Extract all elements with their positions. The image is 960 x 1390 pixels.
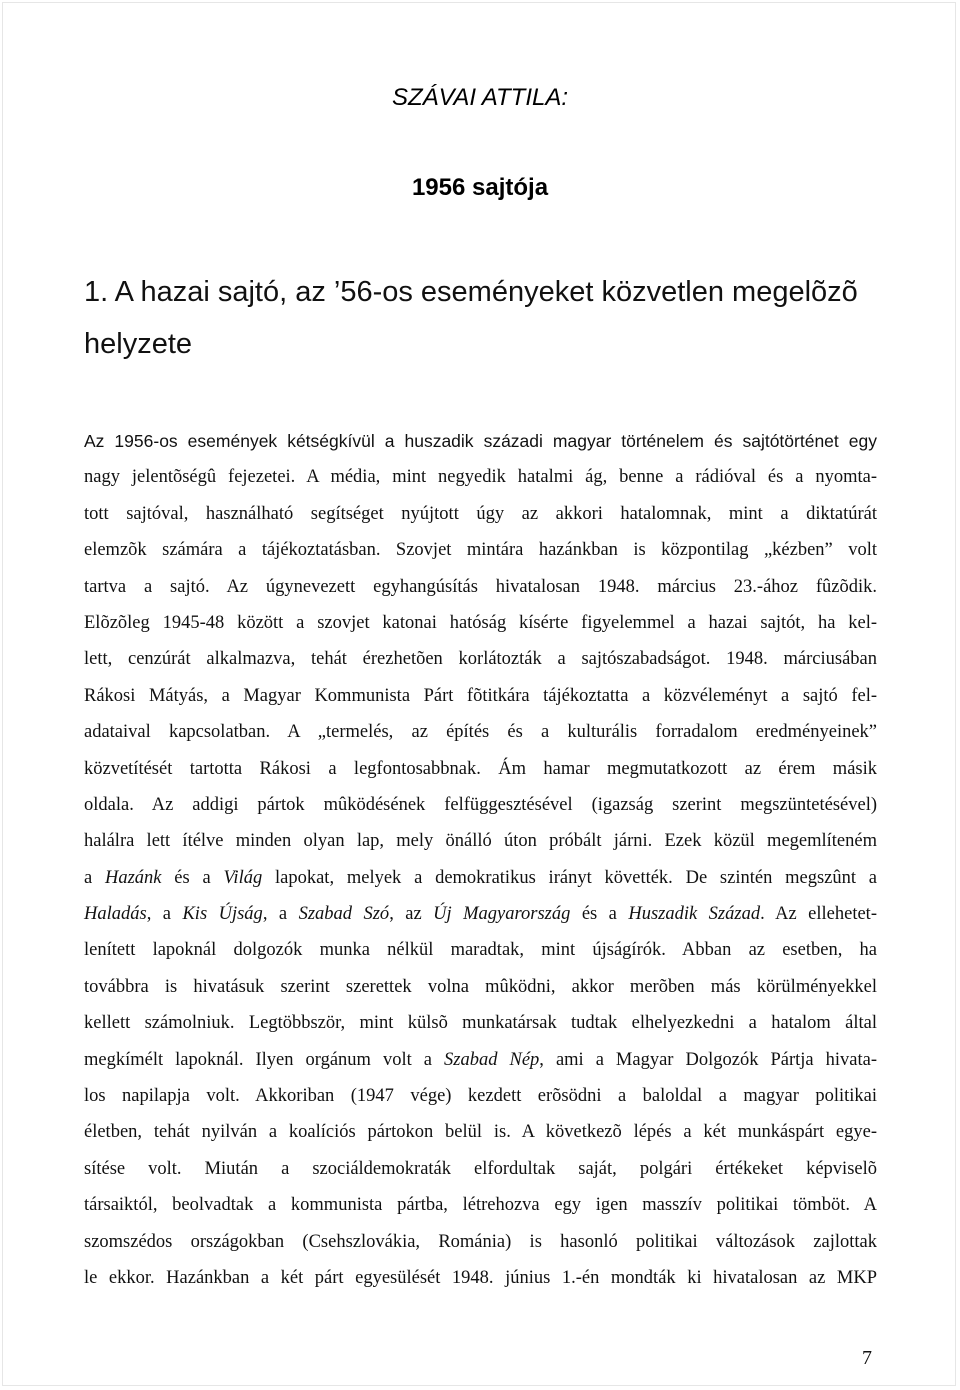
paragraph-line: lett, cenzúrát alkalmazva, tehát érezhetõen korlátozták a sajtószabadságot. 1948. márciusában — [84, 649, 877, 670]
text-run: lapokat, melyek a demokratikus irányt követték. De szintén megszûnt a — [262, 867, 878, 888]
newspaper-title: Szabad Nép — [444, 1049, 540, 1070]
text-run: . Az ellehetet- — [760, 904, 877, 925]
text-run: a — [84, 867, 105, 888]
body-paragraph — [84, 423, 877, 1296]
paragraph-line: lenített lapoknál dolgozók munka nélkül maradtak, mint újságírók. Abban az esetben, ha — [84, 940, 877, 961]
paragraph-line: nagy jelentõségû fejezetei. A média, mint negyedik hatalmi ág, benne a rádióval és a nyomta- — [84, 467, 877, 488]
text-run: , ami a Magyar Dolgozók Pártja hivata- — [539, 1049, 878, 1070]
page-number: 7 — [862, 1347, 872, 1369]
paragraph-line: tott sajtóval, használható segítséget nyújtott úgy az akkori hatalomnak, mint a diktatúrát — [84, 503, 877, 524]
paragraph-line: los napilapja volt. Akkoriban (1947 vége) kezdett erõsödni a baloldal a magyar politikai — [84, 1086, 877, 1107]
text-run: , a — [146, 904, 183, 925]
section-heading-line: helyzete — [84, 328, 193, 360]
newspaper-title: Haladás — [84, 904, 147, 925]
paragraph-line: adataival kapcsolatban. A „termelés, az építés és a kulturális forradalom eredményeinek” — [84, 722, 877, 743]
paragraph-line: oldala. Az addigi pártok mûködésének felfüggesztésével (igazság szerint megszüntetésével) — [84, 794, 877, 815]
newspaper-title: Szabad Szó — [298, 904, 390, 925]
paragraph-line: társaiktól, beolvadtak a kommunista pártba, létrehozva egy igen masszív politikai tömböt. A — [84, 1195, 877, 1216]
section-heading-line: 1. A hazai sajtó, az ’56-os eseményeket közvetlen megelõzõ — [84, 276, 858, 308]
text-run: megkímélt lapoknál. Ilyen orgánum volt a — [84, 1049, 445, 1070]
paragraph-line: életben, tehát nyilván a koalíciós pártokon belül is. A következõ lépés a két munkáspárt egye- — [84, 1122, 877, 1143]
paragraph-line: továbbra is hivatásuk szerint szerettek volna mûködni, akkor merõben más körülményekkel — [84, 976, 877, 997]
text-run: és a — [161, 867, 224, 888]
paragraph-line: Az 1956-os események kétségkívül a huszadik századi magyar történelem és sajtótörténet egy — [84, 431, 877, 451]
paragraph-line: elemzõk számára a tájékoztatásban. Szovjet mintára hazánkban is központilag „kézben” volt — [84, 540, 877, 561]
newspaper-title: Új Magyarország — [433, 904, 571, 925]
newspaper-title: Kis Újság — [182, 904, 263, 925]
paragraph-line — [84, 896, 877, 932]
document-title: 1956 sajtója — [411, 174, 549, 201]
paragraph-line: Rákosi Mátyás, a Magyar Kommunista Párt fõtitkára tájékoztatta a közvéleményt a sajtó fel- — [84, 685, 877, 706]
paragraph-line: halálra lett ítélve minden olyan lap, mely önálló úton próbált járni. Ezek közül megemlíteném — [84, 831, 877, 852]
paragraph-line: le ekkor. Hazánkban a két párt egyesülését 1948. június 1.-én mondták ki hivatalosan az MKP — [84, 1267, 877, 1288]
paragraph-line: közvetítését tartotta Rákosi a legfontosabbnak. Ám hamar megmutatkozott az érem másik — [84, 758, 877, 779]
section-heading — [84, 266, 884, 370]
newspaper-title: Világ — [223, 867, 263, 888]
newspaper-title: Hazánk — [105, 867, 162, 888]
paragraph-line: kellett számolniuk. Legtöbbször, mint külsõ munkatársak tudtak elhelyezkedni a hatalom által — [84, 1013, 877, 1034]
text-run: , a — [262, 904, 299, 925]
author-name: SZÁVAI ATTILA: — [391, 84, 569, 111]
paragraph-line: tartva a sajtó. Az úgynevezett egyhangúsítás hivatalosan 1948. március 23.-ához fûzõdik. — [84, 576, 877, 597]
text-run: és a — [570, 904, 629, 925]
newspaper-title: Huszadik Század — [628, 904, 761, 925]
paragraph-line: Elõzõleg 1945-48 között a szovjet katonai hatóság kísérte figyelemmel a hazai sajtót, ha kel- — [84, 612, 877, 633]
text-run: , az — [389, 904, 434, 925]
paragraph-line — [84, 1042, 877, 1078]
paragraph-line: szomszédos országokban (Csehszlovákia, Románia) is hasonló politikai változások zajlottak — [84, 1231, 877, 1252]
paragraph-line: sítése volt. Miután a szociáldemokraták elfordultak saját, polgári értékeket képviselõ — [84, 1158, 877, 1179]
paragraph-line — [84, 860, 877, 896]
